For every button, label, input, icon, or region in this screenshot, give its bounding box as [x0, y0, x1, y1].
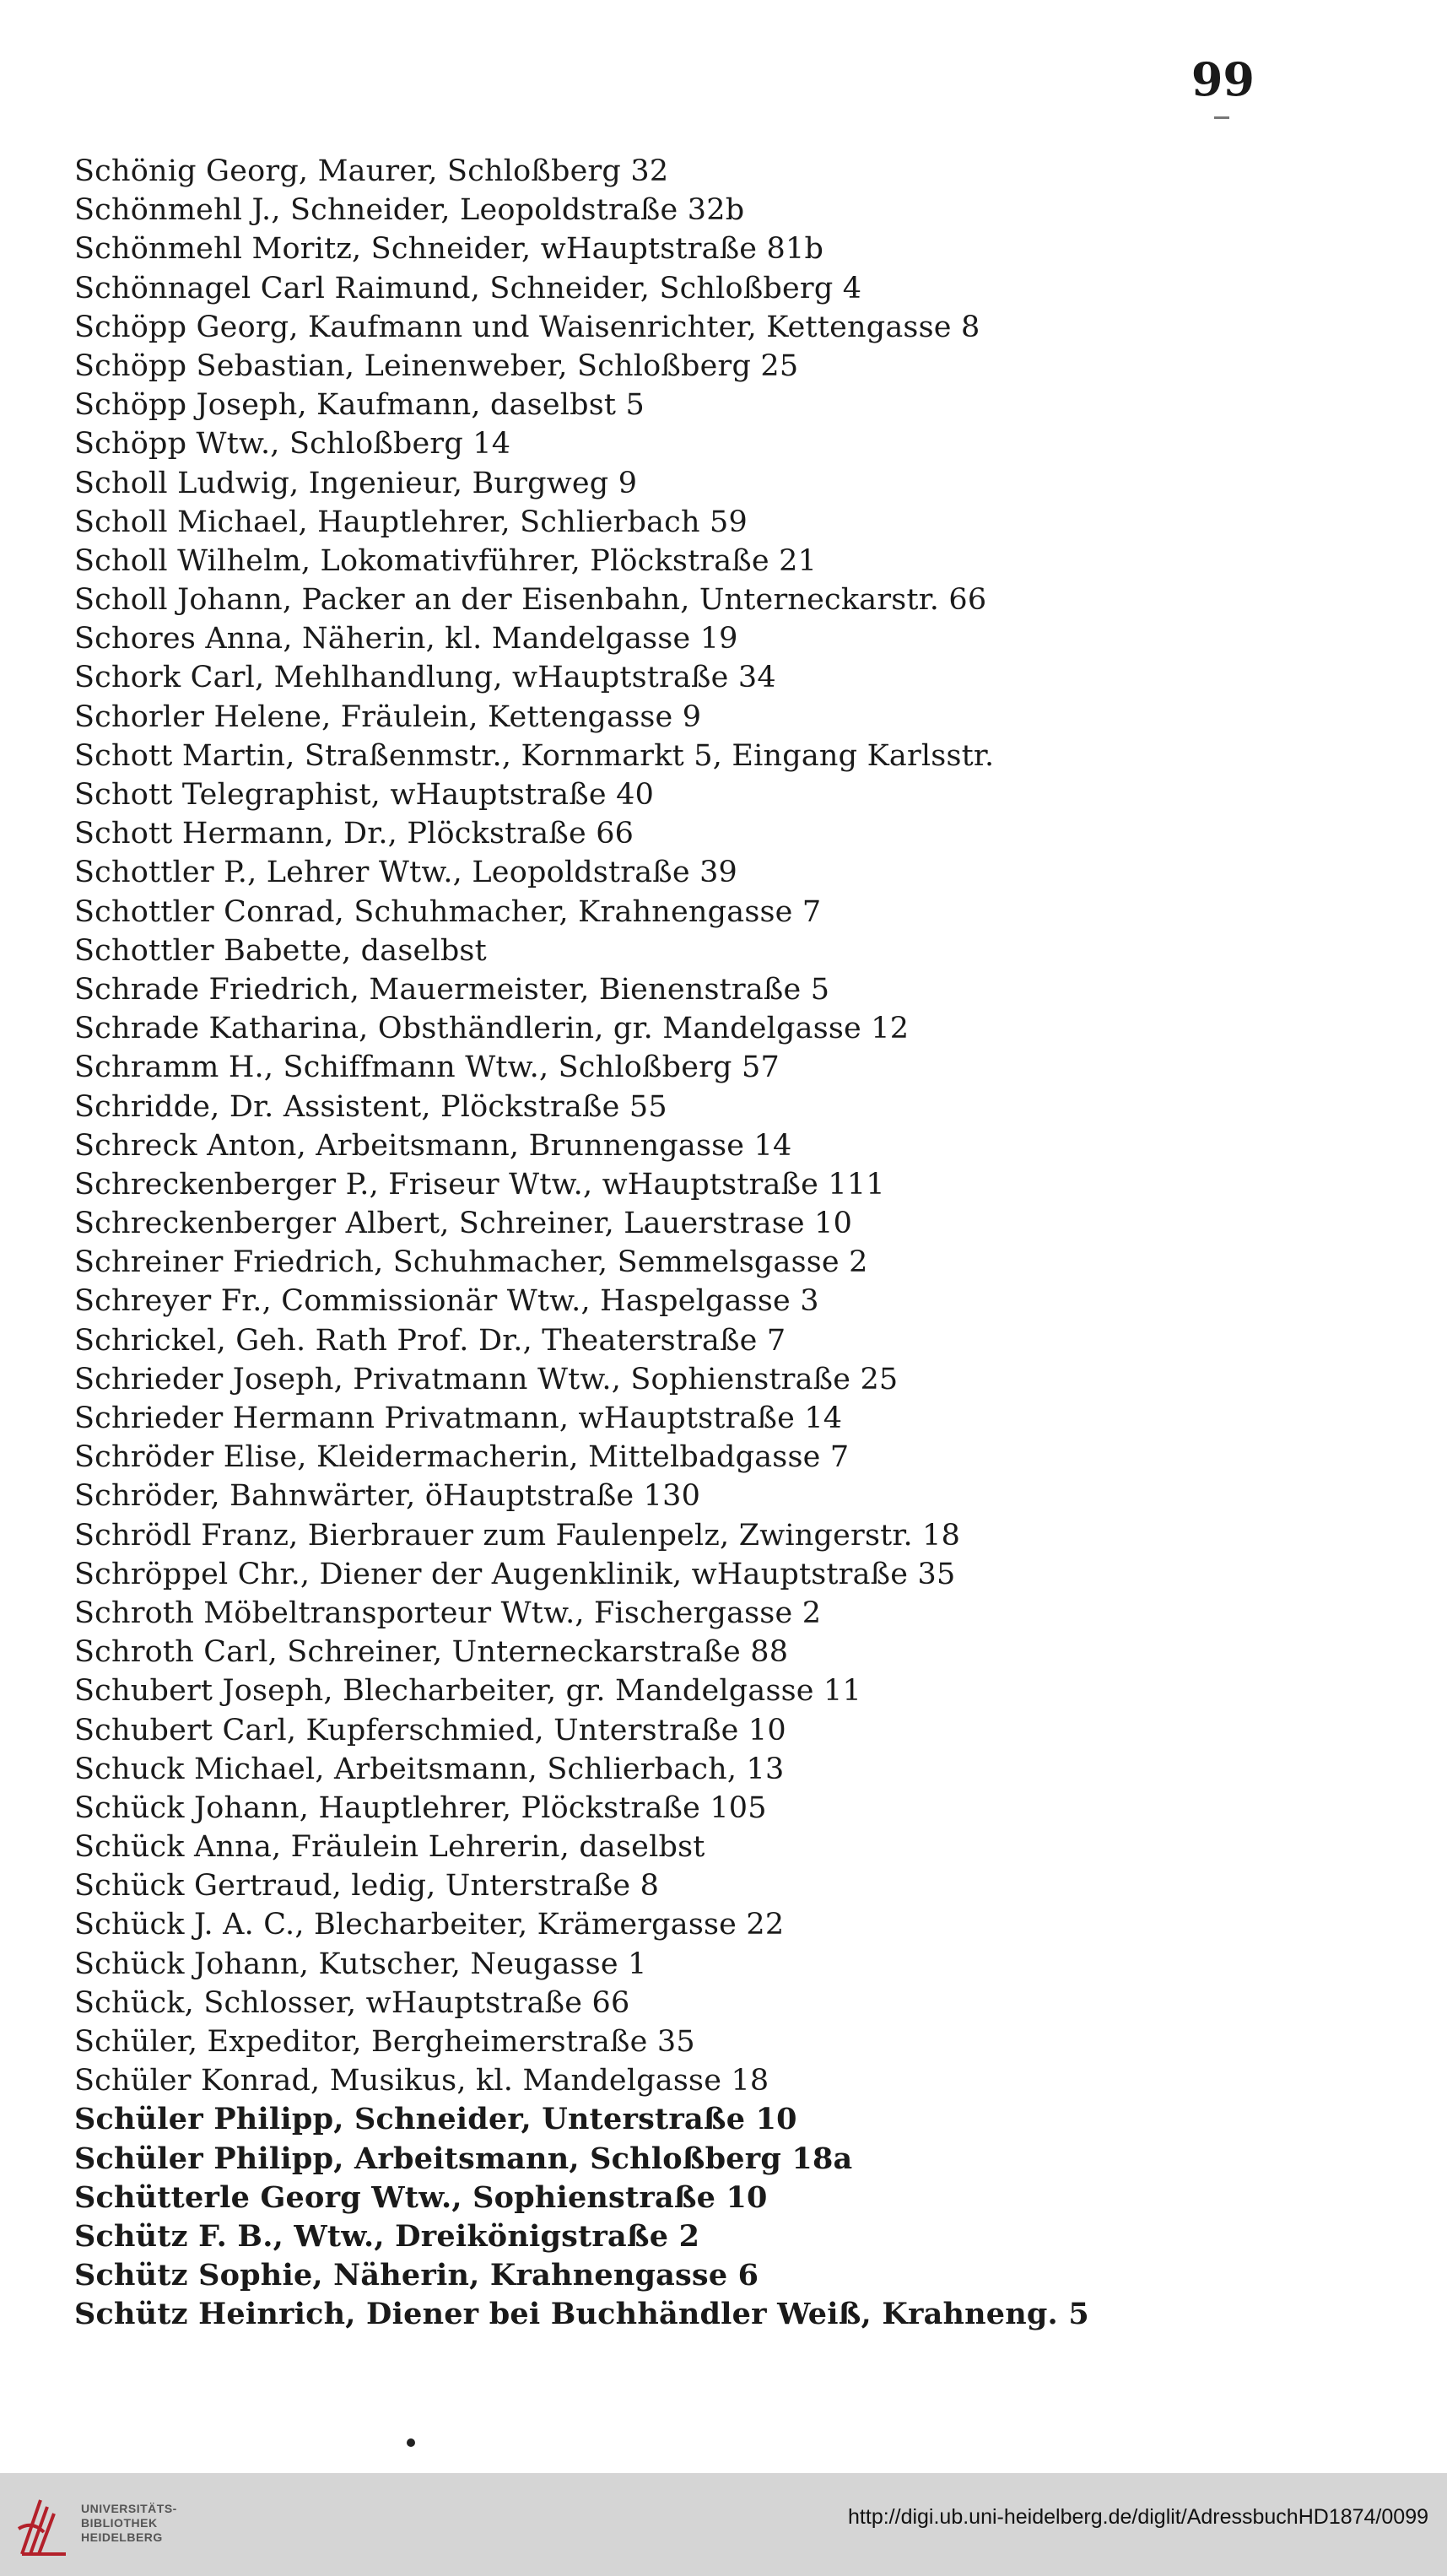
directory-entry: Schottler P., Lehrer Wtw., Leopoldstraße 39 — [74, 856, 738, 890]
university-logo-icon — [15, 2495, 71, 2559]
directory-entry: Schüler Konrad, Musikus, kl. Mandelgasse 18 — [74, 2064, 769, 2098]
directory-entry: Schütz Heinrich, Diener bei Buchhändler Weiß, Krahneng. 5 — [74, 2297, 1089, 2332]
directory-entry: Schröder, Bahnwärter, öHauptstraße 130 — [74, 1479, 701, 1514]
library-name-line: HEIDELBERG — [81, 2530, 163, 2544]
directory-entry: Schönmehl J., Schneider, Leopoldstraße 32b — [74, 193, 745, 228]
directory-entry: Schrieder Joseph, Privatmann Wtw., Sophienstraße 25 — [74, 1362, 899, 1396]
directory-entry: Schönnagel Carl Raimund, Schneider, Schloßberg 4 — [74, 271, 862, 305]
directory-entry: Scholl Michael, Hauptlehrer, Schlierbach 59 — [74, 505, 748, 539]
directory-entry: Schück, Schlosser, wHauptstraße 66 — [74, 1985, 630, 2020]
directory-entry: Schreckenberger Albert, Schreiner, Lauerstrase 10 — [74, 1207, 853, 1241]
directory-entry: Schrade Friedrich, Mauermeister, Bienenstraße 5 — [74, 972, 830, 1007]
directory-entry: Schubert Carl, Kupferschmied, Unterstraße 10 — [74, 1713, 786, 1747]
library-name-line: BIBLIOTHEK — [81, 2516, 158, 2530]
directory-entry: Schröppel Chr., Diener der Augenklinik, wHauptstraße 35 — [74, 1557, 956, 1591]
stray-dot-mark — [407, 2438, 415, 2447]
directory-entry: Schöpp Joseph, Kaufmann, daselbst 5 — [74, 388, 645, 423]
directory-entry: Scholl Wilhelm, Lokomativführer, Plöckstraße 21 — [74, 543, 818, 578]
directory-entry: Schück Gertraud, ledig, Unterstraße 8 — [74, 1869, 660, 1904]
directory-entry: Schöpp Sebastian, Leinenweber, Schloßberg 25 — [74, 348, 799, 383]
entry-list — [74, 152, 1278, 2335]
directory-entry: Schrieder Hermann Privatmann, wHauptstraße 14 — [74, 1401, 843, 1435]
directory-entry: Schott Telegraphist, wHauptstraße 40 — [74, 778, 655, 812]
directory-entry: Schottler Conrad, Schuhmacher, Krahnengasse 7 — [74, 894, 822, 929]
directory-entry: Schott Hermann, Dr., Plöckstraße 66 — [74, 817, 634, 851]
directory-entry: Schroth Carl, Schreiner, Unterneckarstraße 88 — [74, 1635, 789, 1670]
library-name-line: UNIVERSITÄTS- — [81, 2502, 177, 2515]
directory-entry: Schöpp Wtw., Schloßberg 14 — [74, 427, 511, 462]
directory-entry: Schreck Anton, Arbeitsmann, Brunnengasse 14 — [74, 1128, 792, 1163]
directory-entry: Schork Carl, Mehlhandlung, wHauptstraße 34 — [74, 661, 776, 695]
library-name — [81, 2502, 177, 2545]
directory-entry: Schottler Babette, daselbst — [74, 933, 487, 968]
directory-entry: Schrade Katharina, Obsthändlerin, gr. Mandelgasse 12 — [74, 1012, 910, 1046]
directory-entry: Schreyer Fr., Commissionär Wtw., Haspelgasse 3 — [74, 1284, 819, 1319]
directory-entry: Schreckenberger P., Friseur Wtw., wHauptstraße 111 — [74, 1167, 885, 1202]
directory-entry: Schramm H., Schiffmann Wtw., Schloßberg 57 — [74, 1050, 780, 1085]
directory-entry: Schrödl Franz, Bierbrauer zum Faulenpelz, Zwingerstr. 18 — [74, 1518, 961, 1553]
directory-entry: Schück Johann, Hauptlehrer, Plöckstraße 105 — [74, 1790, 767, 1825]
directory-entry: Schück Johann, Kutscher, Neugasse 1 — [74, 1947, 647, 1981]
directory-entry: Schüler, Expeditor, Bergheimerstraße 35 — [74, 2025, 695, 2059]
directory-entry: Schütz Sophie, Näherin, Krahnengasse 6 — [74, 2258, 759, 2293]
directory-entry: Schück Anna, Fräulein Lehrerin, daselbst — [74, 1830, 705, 1865]
directory-entry: Schröder Elise, Kleidermacherin, Mittelbadgasse 7 — [74, 1440, 850, 1475]
page-number-dash — [1214, 116, 1229, 119]
directory-entry: Schütz F. B., Wtw., Dreikönigstraße 2 — [74, 2218, 700, 2254]
directory-entry: Schroth Möbeltransporteur Wtw., Fischergasse 2 — [74, 1596, 822, 1630]
directory-entry: Scholl Johann, Packer an der Eisenbahn, Unterneckarstr. 66 — [74, 583, 987, 618]
page-number: 99 — [1191, 52, 1255, 106]
directory-entry: Schreiner Friedrich, Schuhmacher, Semmelsgasse 2 — [74, 1245, 868, 1280]
footer-bar — [0, 2473, 1447, 2576]
directory-entry: Schönig Georg, Maurer, Schloßberg 32 — [74, 154, 669, 188]
directory-entry: Schöpp Georg, Kaufmann und Waisenrichter, Kettengasse 8 — [74, 310, 980, 344]
directory-entry: Schorler Helene, Fräulein, Kettengasse 9 — [74, 699, 702, 734]
directory-entry: Schüler Philipp, Arbeitsmann, Schloßberg 18a — [74, 2141, 853, 2176]
directory-entry: Schott Martin, Straßenmstr., Kornmarkt 5, Eingang Karlsstr. — [74, 738, 995, 773]
directory-entry: Schubert Joseph, Blecharbeiter, gr. Mandelgasse 11 — [74, 1674, 861, 1709]
directory-entry: Schridde, Dr. Assistent, Plöckstraße 55 — [74, 1089, 667, 1124]
directory-entry: Schores Anna, Näherin, kl. Mandelgasse 19 — [74, 622, 738, 656]
directory-entry: Schütterle Georg Wtw., Sophienstraße 10 — [74, 2179, 768, 2215]
directory-entry: Schuck Michael, Arbeitsmann, Schlierbach, 13 — [74, 1752, 785, 1786]
directory-entry: Schüler Philipp, Schneider, Unterstraße 10 — [74, 2102, 797, 2137]
directory-entry: Schönmehl Moritz, Schneider, wHauptstraße 81b — [74, 232, 824, 267]
directory-entry: Schück J. A. C., Blecharbeiter, Krämergasse 22 — [74, 1908, 785, 1942]
source-url-link[interactable]: http://digi.ub.uni-heidelberg.de/diglit/AdressbuchHD1874/0099 — [848, 2505, 1428, 2529]
directory-entry: Schrickel, Geh. Rath Prof. Dr., Theaterstraße 7 — [74, 1323, 786, 1358]
directory-entry: Scholl Ludwig, Ingenieur, Burgweg 9 — [74, 466, 638, 500]
